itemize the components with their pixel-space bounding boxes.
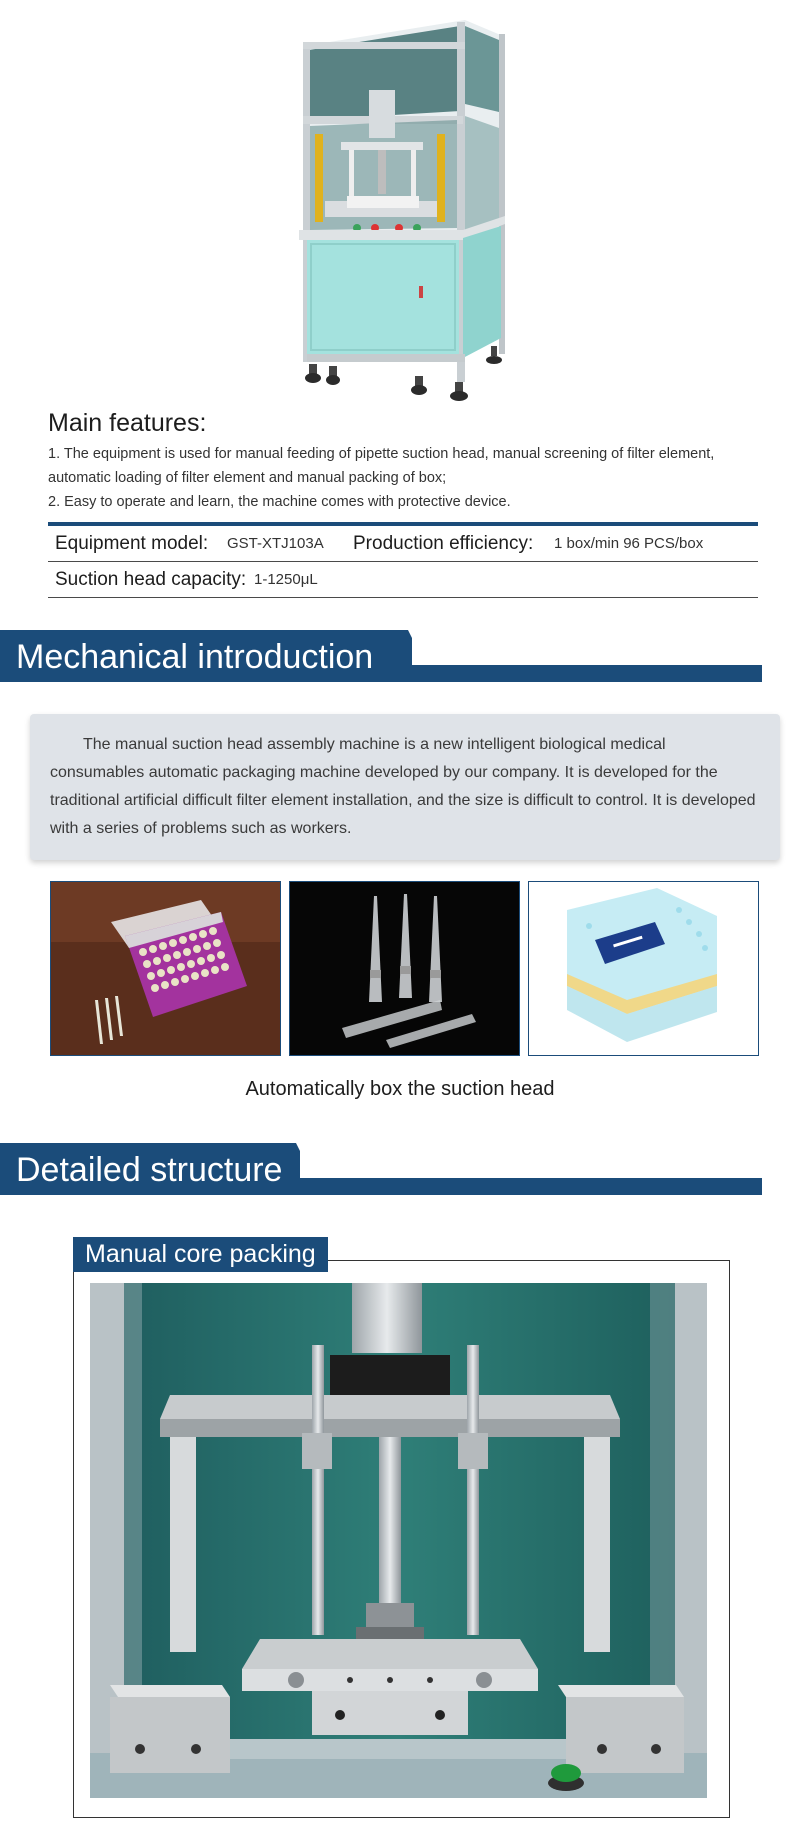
capacity-label: Suction head capacity: [55,568,247,590]
photo-tips-black [289,881,520,1056]
detail-label: Manual core packing [73,1237,328,1272]
model-value: GST-XTJ103A [227,535,324,552]
detail-photo-core-packing [90,1283,707,1798]
features-line-1: 1. The equipment is used for manual feeding of pipette suction head, manual screening of filter element, automatic loading of filter element and manual packing of box; [48,446,715,486]
photos-caption: Automatically box the suction head [245,1078,555,1100]
main-features [48,408,758,514]
mechanical-section-header [0,630,762,682]
efficiency-value: 1 box/min 96 PCS/box [554,535,704,552]
machine-photo [295,16,510,402]
efficiency-label: Production efficiency: [353,532,534,554]
spec-row [48,526,758,562]
mechanical-title: Mechanical introduction [16,638,374,676]
detailed-section-header [0,1143,762,1195]
intro-text: The manual suction head assembly machine is a new intelligent biological medical consumables automatic packaging machine developed by our company. It is developed for the traditional artificial difficult filter element installation, and the size is difficult to control. It is developed with a series of problems such as workers. [50,736,756,837]
photo-tip-box-desk [50,881,281,1056]
spec-row [48,562,758,598]
intro-box [30,714,780,860]
features-line-2: 2. Easy to operate and learn, the machine comes with protective device. [48,494,511,510]
photo-row [50,881,760,1056]
model-label: Equipment model: [55,532,209,554]
detailed-title: Detailed structure [16,1151,283,1189]
spec-table [48,522,758,598]
photo-tip-box-white [528,881,759,1056]
features-title: Main features: [48,409,207,437]
capacity-value: 1-1250μL [254,571,318,588]
